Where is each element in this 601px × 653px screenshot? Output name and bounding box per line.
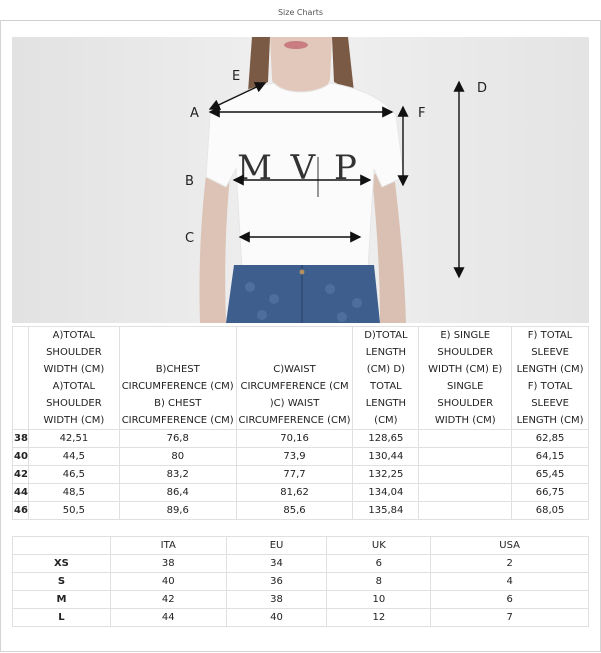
size-label: 40 [13, 448, 29, 466]
table-row [13, 609, 589, 627]
table-cell: 64,15 [512, 448, 589, 466]
table-cell: 80 [119, 448, 236, 466]
table-cell: 86,4 [119, 484, 236, 502]
size-table-header: F) TOTAL SLEEVE LENGTH (CM) F) TOTAL SLEEVE LENGTH (CM) [512, 327, 589, 430]
table-cell: 128,65 [353, 430, 419, 448]
measurement-photo [12, 37, 589, 323]
table-row [13, 502, 589, 520]
table-row [13, 484, 589, 502]
table-cell: 38 [110, 555, 226, 573]
table-cell: 132,25 [353, 466, 419, 484]
size-label: 42 [13, 466, 29, 484]
header-title: Size Charts [277, 8, 324, 17]
size-label: 46 [13, 502, 29, 520]
table-cell: 7 [431, 609, 589, 627]
table-cell: 36 [226, 573, 327, 591]
size-table-header: A)TOTAL SHOULDER WIDTH (CM) A)TOTAL SHOULDER WIDTH (CM) [28, 327, 119, 430]
size-label: M [13, 591, 111, 609]
table-cell: 8 [327, 573, 431, 591]
label-d: D [477, 81, 488, 96]
table-cell [419, 466, 512, 484]
table-cell: 89,6 [119, 502, 236, 520]
table-cell: 4 [431, 573, 589, 591]
table-cell: 44,5 [28, 448, 119, 466]
size-label: S [13, 573, 111, 591]
table-cell: 48,5 [28, 484, 119, 502]
label-c: C [185, 231, 195, 246]
conversion-header [13, 537, 111, 555]
table-row [13, 466, 589, 484]
conversion-header: USA [431, 537, 589, 555]
table-cell: 76,8 [119, 430, 236, 448]
table-cell [419, 448, 512, 466]
table-cell: 42 [110, 591, 226, 609]
table-cell: 46,5 [28, 466, 119, 484]
conversion-header: ITA [110, 537, 226, 555]
conversion-header: EU [226, 537, 327, 555]
table-cell: 40 [226, 609, 327, 627]
shirt-print: M V P [237, 148, 361, 188]
table-cell: 6 [327, 555, 431, 573]
table-cell: 77,7 [236, 466, 353, 484]
table-cell: 34 [226, 555, 327, 573]
header [0, 0, 601, 21]
lips [284, 41, 308, 49]
size-label: L [13, 609, 111, 627]
size-table-header: D)TOTAL LENGTH (CM) D) TOTAL LENGTH (CM) [353, 327, 419, 430]
jeans-button [300, 270, 305, 275]
table-cell: 68,05 [512, 502, 589, 520]
table-cell [419, 430, 512, 448]
table-cell: 10 [327, 591, 431, 609]
table-cell: 70,16 [236, 430, 353, 448]
table-cell: 62,85 [512, 430, 589, 448]
table-row [13, 591, 589, 609]
conversion-header: UK [327, 537, 431, 555]
table-cell: 83,2 [119, 466, 236, 484]
table-cell: 81,62 [236, 484, 353, 502]
size-table-header-row [13, 327, 589, 430]
label-f: F [418, 106, 426, 121]
table-cell: 40 [110, 573, 226, 591]
table-cell: 2 [431, 555, 589, 573]
table-cell: 135,84 [353, 502, 419, 520]
size-label: XS [13, 555, 111, 573]
table-cell: 73,9 [236, 448, 353, 466]
size-conversion-table [12, 536, 589, 627]
size-table-header [13, 327, 29, 430]
table-cell: 38 [226, 591, 327, 609]
table-cell [419, 484, 512, 502]
size-label: 38 [13, 430, 29, 448]
table-cell: 134,04 [353, 484, 419, 502]
table-cell: 130,44 [353, 448, 419, 466]
size-label: 44 [13, 484, 29, 502]
table-cell: 66,75 [512, 484, 589, 502]
label-b: B [185, 174, 194, 189]
table-cell: 85,6 [236, 502, 353, 520]
size-table-header: B)CHEST CIRCUMFERENCE (CM) B) CHEST CIRCUMFERENCE (CM) [119, 327, 236, 430]
table-cell: 12 [327, 609, 431, 627]
table-cell: 42,51 [28, 430, 119, 448]
table-cell: 44 [110, 609, 226, 627]
table-cell: 50,5 [28, 502, 119, 520]
label-a: A [190, 106, 199, 121]
size-measurements-table [12, 326, 589, 520]
table-row [13, 573, 589, 591]
conversion-header-row [13, 537, 589, 555]
table-row [13, 555, 589, 573]
measurement-diagram [12, 37, 589, 323]
table-cell [419, 502, 512, 520]
table-cell: 6 [431, 591, 589, 609]
size-table-header: C)WAIST CIRCUMFERENCE (CM )C) WAIST CIRCUMFERENCE (CM) [236, 327, 353, 430]
table-row [13, 448, 589, 466]
label-e: E [232, 69, 241, 84]
table-row [13, 430, 589, 448]
size-table-header: E) SINGLE SHOULDER WIDTH (CM) E) SINGLE SHOULDER WIDTH (CM) [419, 327, 512, 430]
table-cell: 65,45 [512, 466, 589, 484]
